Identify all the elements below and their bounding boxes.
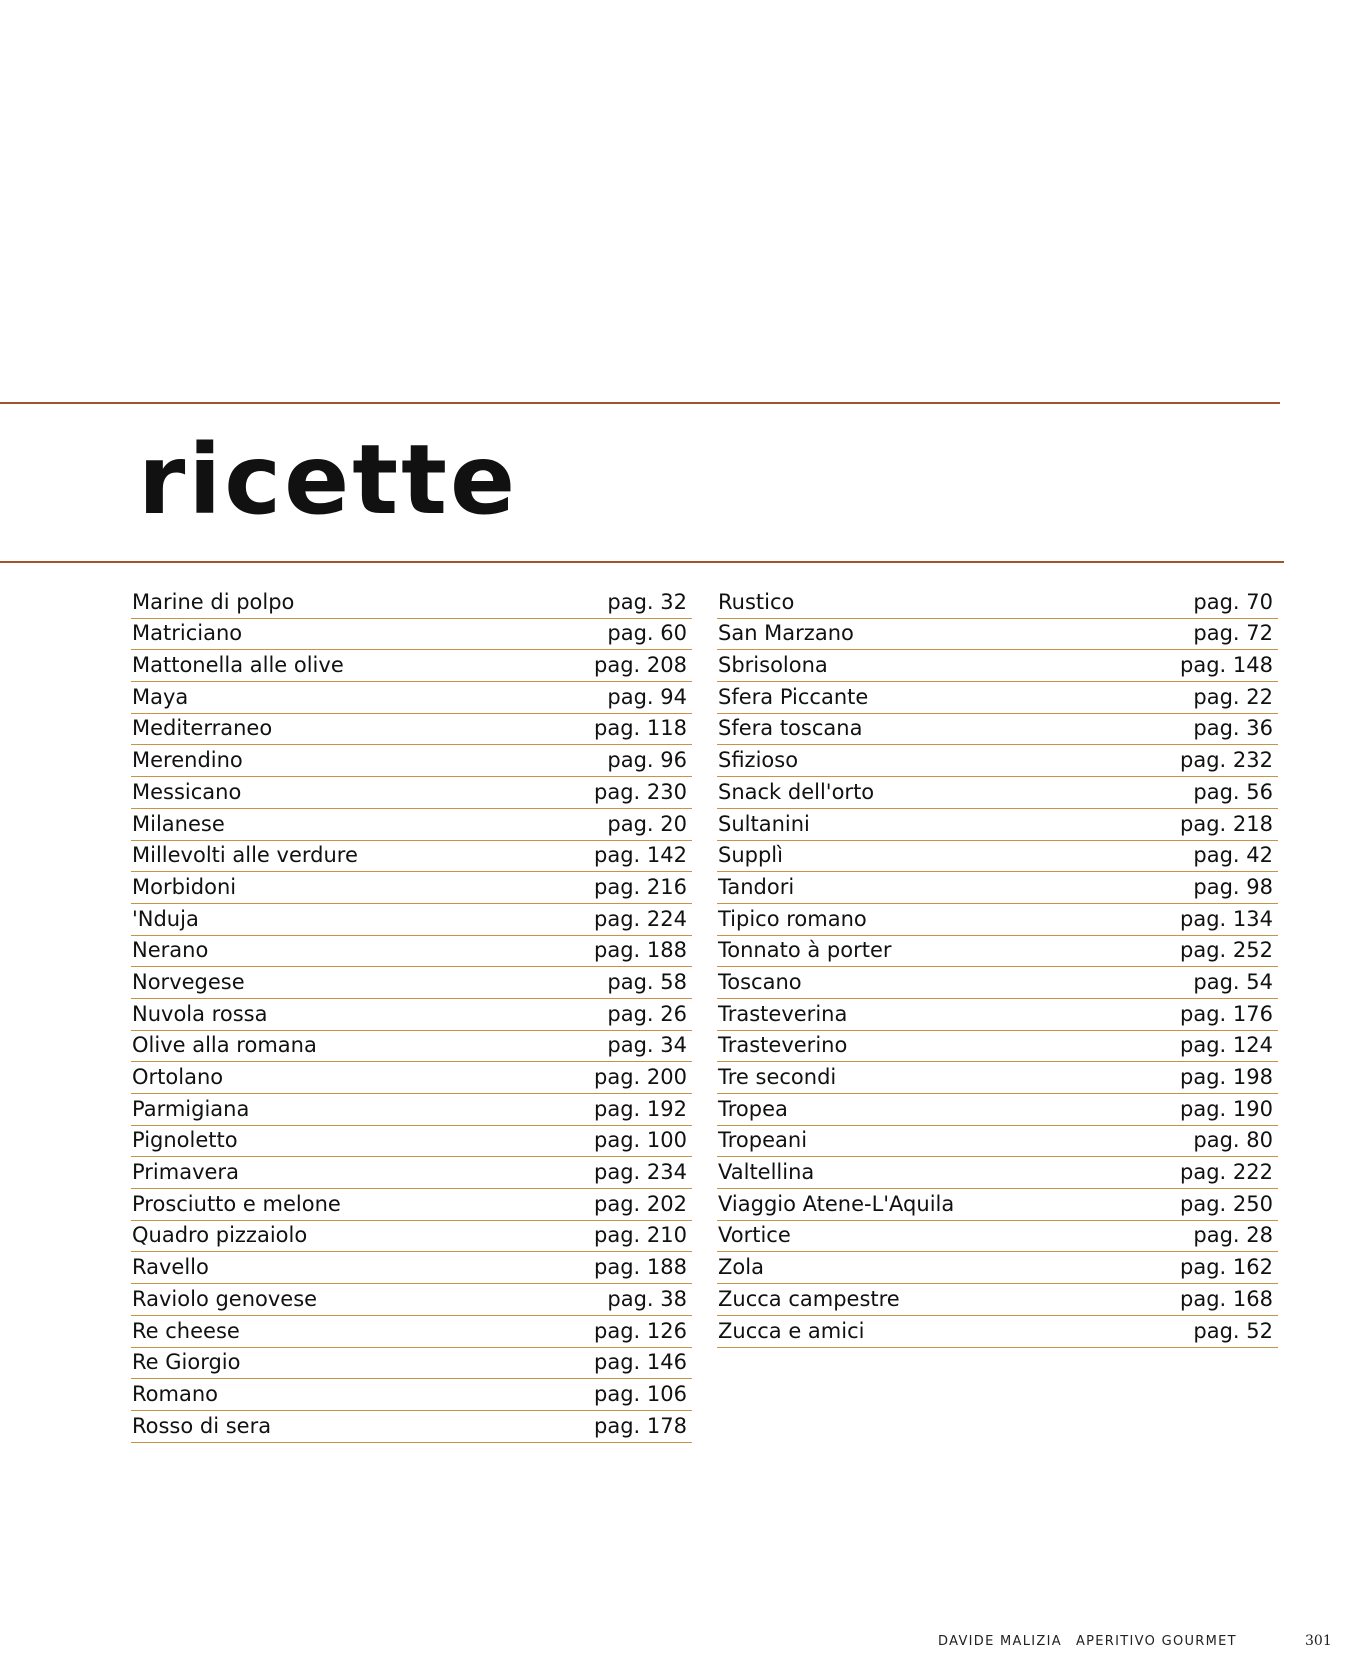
recipe-name: Primavera <box>132 1160 239 1185</box>
index-entry <box>131 809 692 841</box>
page-reference: pag. 52 <box>1193 1318 1273 1343</box>
index-entry <box>717 1316 1278 1348</box>
recipe-name: Pignoletto <box>132 1128 238 1153</box>
index-entry <box>717 777 1278 809</box>
index-entry <box>717 1062 1278 1094</box>
index-entry <box>131 745 692 777</box>
page-number: 301 <box>1305 1633 1332 1649</box>
recipe-name: Sultanini <box>718 811 810 836</box>
index-entry <box>131 1189 692 1221</box>
page-reference: pag. 142 <box>594 843 687 868</box>
index-entry <box>717 1221 1278 1253</box>
page-reference: pag. 38 <box>607 1286 687 1311</box>
page-reference: pag. 192 <box>594 1096 687 1121</box>
page-reference: pag. 34 <box>607 1033 687 1058</box>
recipe-name: Tipico romano <box>718 906 867 931</box>
index-entry <box>717 841 1278 873</box>
page-reference: pag. 216 <box>594 874 687 899</box>
page-reference: pag. 94 <box>607 684 687 709</box>
index-entry <box>717 1031 1278 1063</box>
index-entry <box>131 904 692 936</box>
index-entry <box>131 1126 692 1158</box>
page-reference: pag. 42 <box>1193 843 1273 868</box>
recipe-name: San Marzano <box>718 621 854 646</box>
index-entry <box>131 587 692 619</box>
index-entry <box>717 714 1278 746</box>
index-entry <box>131 714 692 746</box>
index-entry <box>131 1252 692 1284</box>
page-reference: pag. 80 <box>1193 1128 1273 1153</box>
page-reference: pag. 230 <box>594 779 687 804</box>
footer-book-title: APERITIVO GOURMET <box>1075 1634 1237 1649</box>
recipe-name: Valtellina <box>718 1160 815 1185</box>
page-reference: pag. 208 <box>594 653 687 678</box>
recipe-name: 'Nduja <box>132 906 199 931</box>
page-reference: pag. 60 <box>607 621 687 646</box>
recipe-name: Nuvola rossa <box>132 1001 268 1026</box>
recipe-name: Maya <box>132 684 189 709</box>
recipe-name: Tre secondi <box>718 1065 837 1089</box>
page-reference: pag. 26 <box>607 1001 687 1026</box>
page-reference: pag. 118 <box>594 716 687 741</box>
page-reference: pag. 36 <box>1193 716 1273 741</box>
index-entry <box>131 999 692 1031</box>
recipe-name: Mediterraneo <box>132 716 273 741</box>
index-entry <box>131 682 692 714</box>
page-reference: pag. 126 <box>594 1318 687 1343</box>
page-title: ricette <box>138 424 519 536</box>
recipe-index-right-column <box>717 587 1278 1348</box>
index-entry <box>131 1157 692 1189</box>
running-footer <box>938 1634 1237 1649</box>
index-entry <box>717 682 1278 714</box>
page-reference: pag. 200 <box>594 1065 687 1089</box>
index-entry <box>131 650 692 682</box>
recipe-name: Sfera Piccante <box>718 684 869 709</box>
recipe-name: Sfera toscana <box>718 716 863 741</box>
index-entry <box>717 1252 1278 1284</box>
index-entry <box>717 1284 1278 1316</box>
recipe-name: Vortice <box>718 1223 791 1248</box>
recipe-name: Quadro pizzaiolo <box>132 1223 308 1248</box>
index-entry <box>717 745 1278 777</box>
recipe-name: Zucca e amici <box>718 1318 865 1343</box>
top-rule <box>0 402 1280 404</box>
index-entry <box>717 936 1278 968</box>
recipe-name: Viaggio Atene-L'Aquila <box>718 1191 955 1216</box>
index-entry <box>131 1221 692 1253</box>
recipe-name: Merendino <box>132 748 243 773</box>
page-reference: pag. 134 <box>1180 906 1273 931</box>
index-entry <box>131 1348 692 1380</box>
recipe-name: Toscano <box>718 969 802 994</box>
footer-author: DAVIDE MALIZIA <box>938 1634 1062 1649</box>
page-reference: pag. 32 <box>607 589 687 614</box>
index-entry <box>717 872 1278 904</box>
page-reference: pag. 202 <box>594 1191 687 1216</box>
recipe-name: Trasteverino <box>718 1033 848 1058</box>
index-entry <box>717 1126 1278 1158</box>
recipe-name: Re Giorgio <box>132 1350 241 1375</box>
index-entry <box>131 619 692 651</box>
page-reference: pag. 70 <box>1193 589 1273 614</box>
index-entry <box>717 999 1278 1031</box>
recipe-name: Re cheese <box>132 1318 240 1343</box>
index-entry <box>131 967 692 999</box>
recipe-index-left-column <box>131 587 692 1443</box>
recipe-name: Tonnato à porter <box>718 938 892 963</box>
page-reference: pag. 148 <box>1180 653 1273 678</box>
recipe-name: Tropeani <box>718 1128 808 1153</box>
index-entry <box>717 904 1278 936</box>
page-reference: pag. 146 <box>594 1350 687 1375</box>
index-entry <box>131 1379 692 1411</box>
page-reference: pag. 124 <box>1180 1033 1273 1058</box>
page-reference: pag. 232 <box>1180 748 1273 773</box>
recipe-name: Ortolano <box>132 1065 224 1089</box>
recipe-name: Trasteverina <box>718 1001 848 1026</box>
page-reference: pag. 188 <box>594 1255 687 1280</box>
recipe-name: Sbrisolona <box>718 653 828 678</box>
index-entry <box>717 650 1278 682</box>
index-entry <box>131 936 692 968</box>
page-reference: pag. 176 <box>1180 1001 1273 1026</box>
recipe-name: Rustico <box>718 589 795 614</box>
index-entry <box>717 1189 1278 1221</box>
recipe-name: Norvegese <box>132 969 245 994</box>
page-reference: pag. 58 <box>607 969 687 994</box>
index-entry <box>717 1157 1278 1189</box>
recipe-name: Milanese <box>132 811 225 836</box>
page-reference: pag. 224 <box>594 906 687 931</box>
recipe-name: Marine di polpo <box>132 589 295 614</box>
page-reference: pag. 210 <box>594 1223 687 1248</box>
recipe-name: Supplì <box>718 843 783 868</box>
page-reference: pag. 100 <box>594 1128 687 1153</box>
recipe-name: Morbidoni <box>132 874 237 899</box>
recipe-name: Sfizioso <box>718 748 799 773</box>
page-reference: pag. 190 <box>1180 1096 1273 1121</box>
recipe-name: Rosso di sera <box>132 1413 272 1438</box>
page-reference: pag. 96 <box>607 748 687 773</box>
page-reference: pag. 106 <box>594 1381 687 1406</box>
index-entry <box>131 1316 692 1348</box>
recipe-name: Millevolti alle verdure <box>132 843 358 868</box>
recipe-name: Zola <box>718 1255 764 1280</box>
index-entry <box>131 777 692 809</box>
recipe-name: Olive alla romana <box>132 1033 317 1058</box>
index-entry <box>131 872 692 904</box>
recipe-name: Tandori <box>718 874 795 899</box>
page-reference: pag. 98 <box>1193 874 1273 899</box>
recipe-name: Romano <box>132 1381 218 1406</box>
page-reference: pag. 56 <box>1193 779 1273 804</box>
recipe-name: Matriciano <box>132 621 243 646</box>
recipe-name: Messicano <box>132 779 242 804</box>
page-reference: pag. 198 <box>1180 1065 1273 1089</box>
index-entry <box>717 967 1278 999</box>
index-entry <box>131 1094 692 1126</box>
page-reference: pag. 252 <box>1180 938 1273 963</box>
page-reference: pag. 188 <box>594 938 687 963</box>
page-reference: pag. 72 <box>1193 621 1273 646</box>
page-reference: pag. 222 <box>1180 1160 1273 1185</box>
recipe-name: Parmigiana <box>132 1096 250 1121</box>
index-entry <box>131 1031 692 1063</box>
page-reference: pag. 178 <box>594 1413 687 1438</box>
index-entry <box>717 587 1278 619</box>
page-reference: pag. 218 <box>1180 811 1273 836</box>
page-reference: pag. 234 <box>594 1160 687 1185</box>
index-entry <box>131 1062 692 1094</box>
index-entry <box>131 841 692 873</box>
page-reference: pag. 168 <box>1180 1286 1273 1311</box>
index-entry <box>131 1284 692 1316</box>
recipe-name: Zucca campestre <box>718 1286 900 1311</box>
index-entry <box>717 619 1278 651</box>
index-entry <box>717 809 1278 841</box>
recipe-name: Mattonella alle olive <box>132 653 344 678</box>
page-reference: pag. 162 <box>1180 1255 1273 1280</box>
recipe-name: Prosciutto e melone <box>132 1191 341 1216</box>
recipe-name: Tropea <box>718 1096 788 1121</box>
index-entry <box>717 1094 1278 1126</box>
recipe-name: Raviolo genovese <box>132 1286 318 1311</box>
page-reference: pag. 28 <box>1193 1223 1273 1248</box>
bottom-rule <box>0 561 1284 563</box>
page-reference: pag. 250 <box>1180 1191 1273 1216</box>
recipe-name: Snack dell'orto <box>718 779 875 804</box>
page-reference: pag. 20 <box>607 811 687 836</box>
page-reference: pag. 54 <box>1193 969 1273 994</box>
recipe-name: Ravello <box>132 1255 209 1280</box>
recipe-name: Nerano <box>132 938 209 963</box>
index-entry <box>131 1411 692 1443</box>
page-reference: pag. 22 <box>1193 684 1273 709</box>
